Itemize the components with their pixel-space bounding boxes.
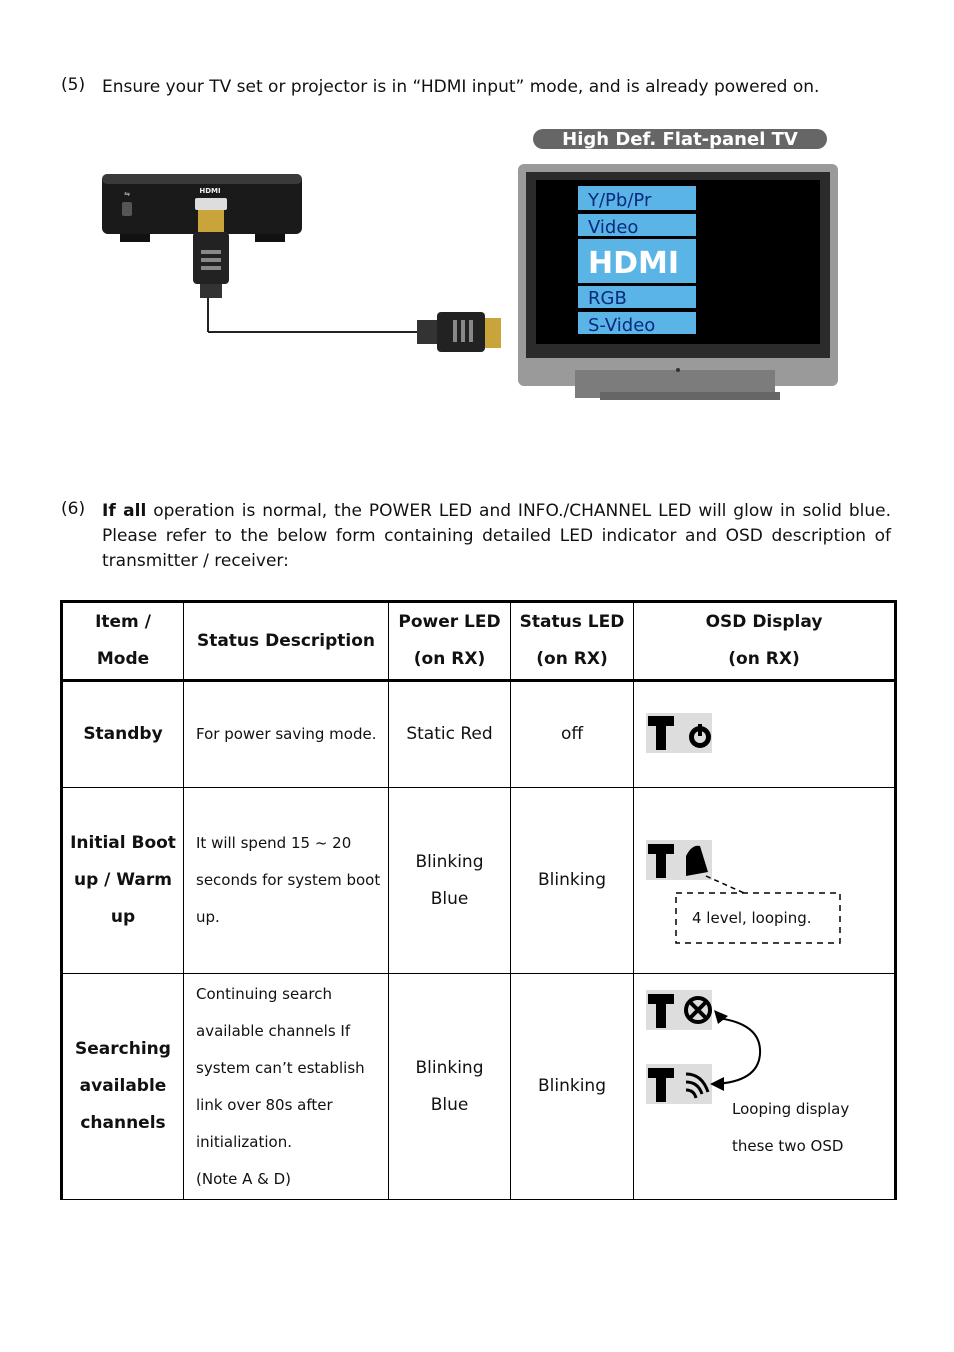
description-cell: For power saving mode. [184, 681, 389, 788]
description-cell: It will spend 15 ~ 20 seconds for system boot up. [184, 788, 389, 974]
osd-note: 4 level, looping. [692, 909, 812, 927]
osd-note-line: Looping display [732, 1100, 850, 1118]
mode-cell: Standby [62, 681, 184, 788]
mode-cell: Initial Boot up / Warm up [62, 788, 184, 974]
power-led-cell: Blinking Blue [389, 974, 511, 1200]
osd-cell [634, 681, 896, 788]
flat-panel-tv [518, 164, 838, 400]
tv-menu-item: Video [588, 217, 639, 238]
tv-menu-item: Y/Pb/Pr [588, 190, 652, 211]
table-row [62, 788, 896, 974]
table-row [62, 974, 896, 1200]
usb-port [122, 202, 132, 216]
header-power-led: Power LED (on RX) [389, 602, 511, 681]
tv-input-menu [578, 186, 696, 336]
power-led-cell: Static Red [389, 681, 511, 788]
tv-menu-item: S-Video [588, 315, 656, 336]
step5-text: Ensure your TV set or projector is in “HDMI input” mode, and is already powered on. [102, 77, 820, 97]
hdmi-port [195, 198, 227, 210]
header-status-led: Status LED (on RX) [511, 602, 634, 681]
svg-text:⇋: ⇋ [124, 190, 130, 198]
status-led-cell: off [511, 681, 634, 788]
osd-searching-icons [634, 974, 894, 1194]
loop-arrow [714, 1018, 760, 1084]
mode-cell: Searching available channels [62, 974, 184, 1200]
table-header-row [62, 602, 896, 681]
led-status-table [60, 600, 897, 1200]
tv-menu-item-selected: HDMI [588, 246, 680, 281]
osd-boot-icons [634, 788, 894, 968]
step-number: (5) [61, 75, 86, 95]
tv-banner [533, 129, 827, 150]
hdmi-plug-horizontal [417, 312, 501, 352]
step-number: (6) [61, 499, 86, 519]
status-led-cell: Blinking [511, 788, 634, 974]
header-item-mode: Item / Mode [62, 602, 184, 681]
power-led-cell: Blinking Blue [389, 788, 511, 974]
step6-text [102, 499, 891, 574]
tv-menu-item: RGB [588, 288, 627, 309]
osd-note-line: these two OSD [732, 1137, 844, 1155]
step6-bold: If all [102, 501, 147, 521]
osd-standby-icons [634, 682, 894, 782]
description-cell: Continuing search available channels If system can’t establish link over 80s after initialization. (Note A & D) [184, 974, 389, 1200]
tv-banner-text: High Def. Flat-panel TV [562, 129, 798, 150]
hdmi-port-label: HDMI [199, 187, 221, 195]
step6-body: operation is normal, the POWER LED and INFO./CHANNEL LED will glow in solid blue. Please refer to the below form containing detailed LED indicator and OSD description of transmitter / receiver: [102, 501, 892, 571]
osd-cell [634, 788, 896, 974]
table-row [62, 681, 896, 788]
osd-cell [634, 974, 896, 1200]
status-led-cell: Blinking [511, 974, 634, 1200]
header-status-description: Status Description [184, 602, 389, 681]
header-osd-display: OSD Display (on RX) [634, 602, 896, 681]
connection-illustration [95, 122, 855, 412]
